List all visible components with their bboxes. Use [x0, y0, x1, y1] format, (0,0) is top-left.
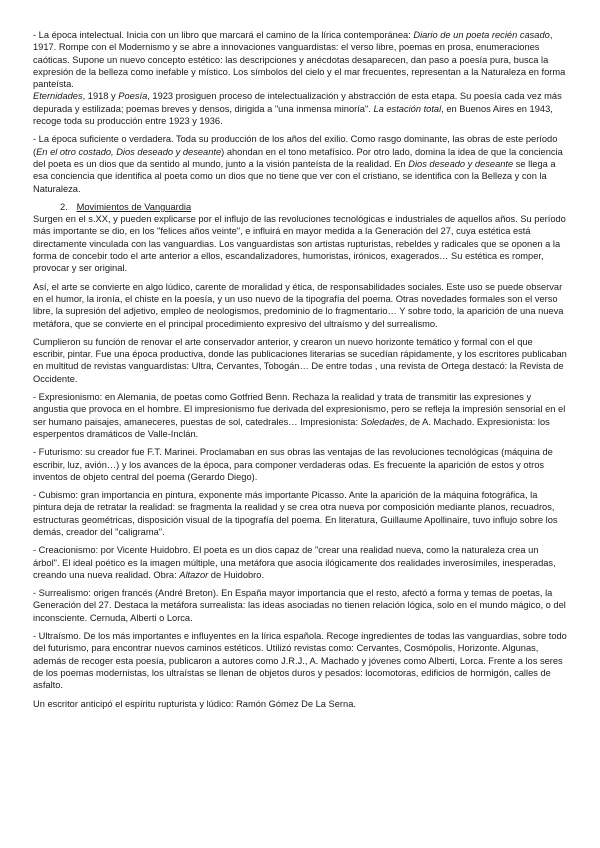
- book-title: Dios deseado y deseante: [408, 158, 514, 169]
- paragraph-futurismo: - Futurismo: su creador fue F.T. Marinei. Proclamaban en sus obras las ventajas de las revoluciones tecnológicas (máquina de escribir, luz, avión…) y los avances de la época, para componer verdaderas odas. Es frecuente la aparición de estos y otros inventos de objeto central del poema (Gerardo Diego).: [33, 447, 553, 482]
- paragraph-epoca-intelectual: [33, 29, 567, 90]
- heading-number: 2.: [60, 201, 68, 212]
- book-title: En el otro costado, Dios deseado y deseante: [36, 146, 222, 157]
- text-run: de Huidobro.: [208, 569, 265, 580]
- paragraph-ramon-gomez: Un escritor anticipó el espíritu rupturista y lúdico: Ramón Gómez De La Serna.: [33, 698, 356, 709]
- paragraph-creacionismo: [33, 544, 567, 581]
- paragraph-eternidades: [33, 90, 567, 127]
- text-run: , 1923 prosiguen proceso de intelectualización y abstracción de esta etapa. Su poesía cada vez más depurada y estilizada; poemas breves y densos, dirigida a "una inmensa minoría".: [33, 91, 562, 114]
- paragraph-ultraismo: - Ultraísmo. De los más importantes e influyentes en la lírica española. Recoge ingredientes de todas las vanguardias, sobre todo del futurismo, para encontrar nuevos caminos estéticos. Utilizó revistas como: Cervantes, Cosmópolis, Horizonte. Algunas, además de recoger esta poesía, publicaron a autores como J.R.J., A. Machado y jóvenes como Alberti, Lorca. Frente a los seres de los poemas modernistas, los ultraístas se llenan de objetos duros y pesados: locomotoras, edificios de hormigón, calles de asfalto.: [33, 631, 567, 691]
- book-title: La estación total: [373, 103, 442, 114]
- book-title: Soledades: [360, 416, 405, 427]
- book-title: Poesía: [118, 91, 148, 102]
- section-heading: [60, 201, 567, 213]
- text-run: , en Buenos Aires en 1943, recoge toda su producción entre 1923 y 1936.: [33, 103, 553, 127]
- text-run: - Creacionismo: por Vicente Huidobro. El poeta es un dios capaz de "crear una realidad nueva, como la naturaleza crea un árbol". El ideal poético es la imagen múltiple, una metáfora que asocia ilógicamente dos realidades inverosímiles, inesperadas, creando una nueva realidad. Obra:: [33, 545, 556, 580]
- text-run: , 1917. Rompe con el Modernismo y se abre a innovaciones vanguardistas: el verso libre, poemas en prosa, enumeraciones caóticas. Supone un nuevo concepto estético: las descripciones y anécdotas desaparecen, dan paso a poesía pura, busca la expresión de la belleza como inefable y místico. Los símbolos del cielo y el mar frecuentes, representan a la Naturaleza en forma panteísta.: [33, 30, 566, 90]
- text-run: , de A. Machado. Expresionista: los esperpentos dramáticos de Valle-Inclán.: [33, 416, 550, 439]
- text-run: - Expresionismo: en Alemania, de poetas como Gotfried Benn. Rechaza la realidad y trata de transmitir las expresiones y angustia que provoca en el hombre. El impresionismo fue derivada del expresionismo, pero se refleja la impresión sensorial en el ser humano paisajes, amaneceres, puestas de sol, catedrales… Impresionista:: [33, 392, 566, 427]
- book-title: Diario de un poeta recién casado: [413, 30, 550, 40]
- text-run: se llega a esa conciencia que identifica al poeta como un dios que no tiene que ver con el cristiano, se identifica con la Belleza y con la Naturaleza.: [33, 158, 556, 194]
- paragraph-arte-ludico: Así, el arte se convierte en algo lúdico, carente de moralidad y ética, de responsabilidades sociales. Este uso se puede observar en el humor, la ironía, el chiste en la poesía, y un uso nuevo de la tipografía del poema. Otras novedades formales son el verso libre, la supresión del adjetivo, empleo de neologismos, predominio de lo fragmentario… Y sobre todo, la aparición de una nueva metáfora, que se convierte en el principal procedimiento expresivo del ultraísmo y del surrealismo.: [33, 281, 564, 329]
- text-run: ) ahondan en el tono metafísico. Por otro lado, domina la idea de que la conciencia del poeta es un dios que da sentido al mundo, junto a la visión panteísta de la realidad. En: [33, 146, 563, 169]
- text-run: - La época intelectual. Inicia con un libro que marcará el camino de la lírica contemporánea:: [33, 30, 414, 40]
- book-title: Eternidades: [33, 91, 83, 102]
- paragraph-cubismo: - Cubismo: gran importancia en pintura, exponente más importante Picasso. Ante la aparición de la máquina fotográfica, la pintura deja de retratar la realidad: se fragmenta la realidad y se crea otra nueva por composición mediante planos, recuadros, estructuras geométricas, disposición visual de la tipografía del poema. En literatura, Guillaume Apollinaire, tuvo influjo sobre los demás, creador del "caligrama".: [33, 490, 558, 537]
- paragraph-surgen: Surgen en el s.XX, y pueden explicarse por el influjo de las revoluciones tecnológicas e industriales de aquellos años. Su período más importante se dio, en los "felices años veinte", e influirá en mayor medida a la Generación del 27, cuya estética está directamente vinculada con las vanguardias. Los vanguardistas son artistas rupturistas, rebeldes y radicales que se oponen a la forma de concebir todo el arte anterior a ellos, escandalizadores, humoristas, irónicos, exagerados… Su estética es romper, provocar y ser original.: [33, 214, 566, 274]
- book-title: Altazor: [179, 569, 209, 580]
- paragraph-cumplieron: Cumplieron su función de renovar el arte conservador anterior, y crearon un nuevo horizonte temático y formal con el que escribir, pintar. Fue una época productiva, donde las publicaciones literarias se sucedían rápidamente, y los escritores publicaban en multitud de revistas vanguardistas: Ultra, Cervantes, Tobogán… De entre todas , una revista de Ortega destacó: la Revista de Occidente.: [33, 336, 567, 384]
- paragraph-expresionismo: [33, 391, 567, 440]
- paragraph-epoca-suficiente: [33, 133, 567, 194]
- document-page: [33, 29, 567, 710]
- text-run: , 1918 y: [82, 91, 119, 102]
- paragraph-surrealismo: - Surrealismo: origen francés (André Breton). En España mayor importancia que el resto, afectó a forma y temas de poetas, la Generación del 27. Destaca la metáfora surrealista: las ideas asociadas no tienen relación lógica, solo en el mundo mágico, o del inconsciente. Cernuda, Alberti o Lorca.: [33, 588, 566, 623]
- text-run: - La época suficiente o verdadera. Toda su producción de los años del exilio. Como rasgo dominante, las obras de este período (: [33, 134, 558, 157]
- heading-title: Movimientos de Vanguardia: [76, 201, 192, 212]
